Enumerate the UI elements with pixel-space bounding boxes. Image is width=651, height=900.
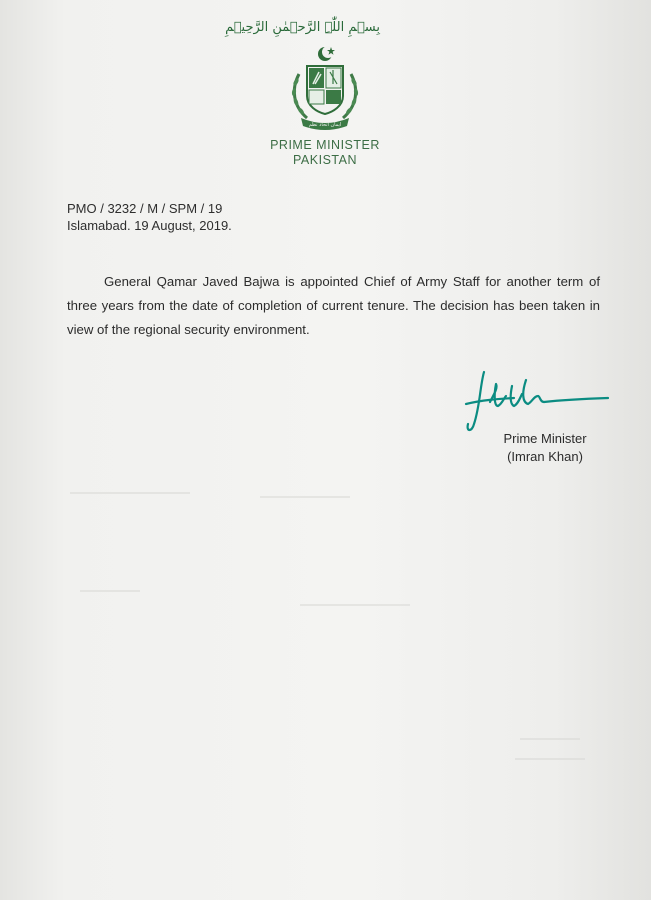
bismillah-calligraphy: بِسۡمِ اللّٰہِ الرَّحۡمٰنِ الرَّحِیۡمِ: [225, 20, 380, 35]
reference-block: [67, 200, 232, 234]
crest-motto: ایمان اتحاد نظم: [308, 122, 342, 128]
office-country: PAKISTAN: [293, 153, 357, 167]
signatory-block: [480, 430, 610, 466]
place-date: Islamabad. 19 August, 2019.: [67, 218, 232, 233]
handwritten-signature-icon: [462, 366, 612, 438]
letterhead-office: [230, 138, 420, 168]
office-title: PRIME MINISTER: [270, 138, 380, 152]
state-emblem-icon: [285, 44, 365, 134]
letter-body: [67, 270, 600, 342]
body-paragraph: General Qamar Javed Bajwa is appointed Chief of Army Staff for another term of three years from the date of completion of current tenure. The decision has been taken in view of the regional security environment.: [67, 274, 600, 337]
signatory-title: Prime Minister: [503, 431, 587, 446]
signatory-name: (Imran Khan): [507, 449, 583, 464]
reference-number: PMO / 3232 / M / SPM / 19: [67, 201, 223, 216]
